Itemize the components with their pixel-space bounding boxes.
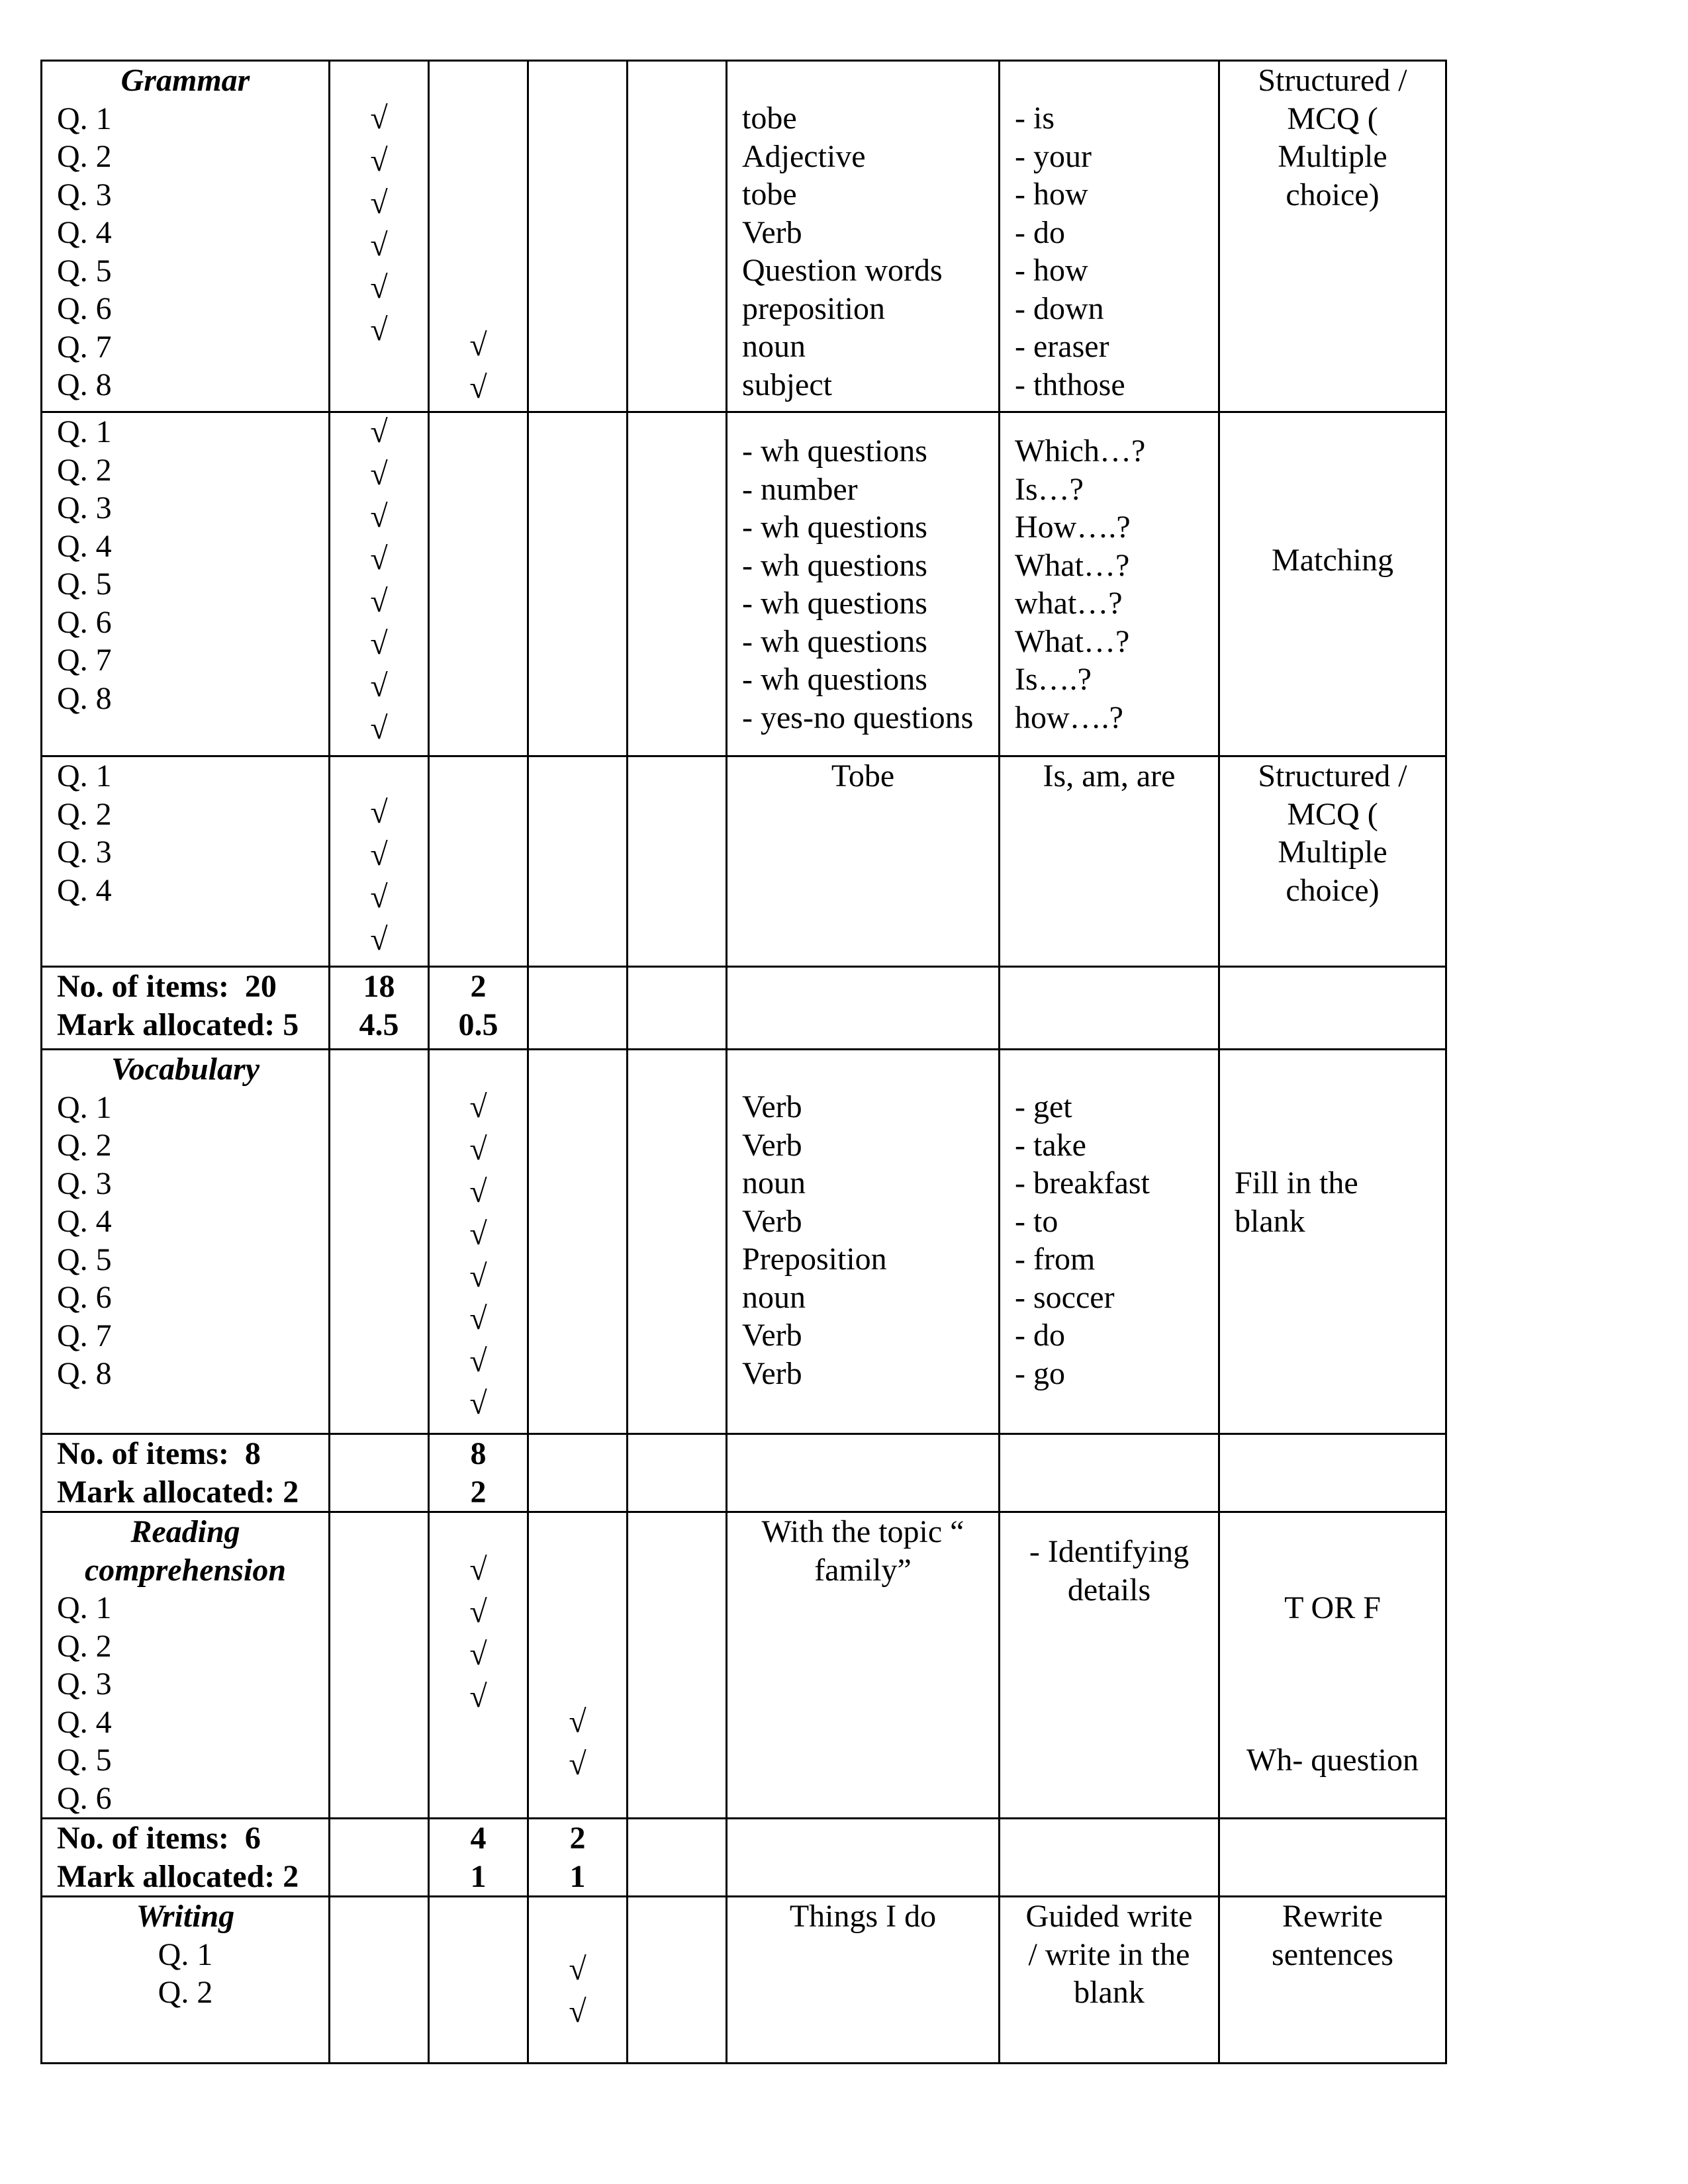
answer-cell bbox=[1000, 1050, 1219, 1434]
check-mark: √ bbox=[469, 1637, 487, 1672]
answer-cell bbox=[1000, 756, 1219, 967]
level1-items: 18 bbox=[363, 969, 395, 1004]
topic-text: tobe bbox=[742, 177, 797, 212]
question-label: Q. 1 bbox=[57, 1089, 112, 1125]
check-mark: √ bbox=[370, 185, 388, 220]
check-mark: √ bbox=[569, 1747, 586, 1782]
topic-cell bbox=[727, 1512, 1000, 1819]
level3-check-cell bbox=[528, 756, 628, 967]
answer-text: Is…? bbox=[1015, 471, 1084, 507]
level4-check-cell bbox=[628, 412, 727, 756]
grammar-part1-row bbox=[42, 61, 1446, 412]
level2-check-cell bbox=[429, 1512, 528, 1819]
exam-specification-table bbox=[40, 60, 1447, 2064]
answer-text: - from bbox=[1015, 1242, 1096, 1277]
check-mark: √ bbox=[469, 1259, 487, 1294]
topic-cell bbox=[727, 412, 1000, 756]
level2-items: 4 bbox=[470, 1821, 487, 1856]
topic-text: Verb bbox=[742, 214, 802, 250]
topic-text: Preposition bbox=[742, 1242, 887, 1277]
answer-text: What…? bbox=[1015, 547, 1130, 583]
grammar-question-cell bbox=[42, 412, 330, 756]
answer-text: - how bbox=[1015, 253, 1088, 288]
empty-cell bbox=[1219, 1819, 1446, 1897]
question-label: Q. 6 bbox=[57, 1780, 112, 1816]
answer-text: Is, am, are bbox=[1043, 758, 1176, 794]
question-label: Q. 8 bbox=[57, 367, 112, 402]
level4-check-cell bbox=[628, 1897, 727, 2064]
answer-text: Which…? bbox=[1015, 433, 1146, 469]
level2-check-cell bbox=[429, 61, 528, 412]
topic-text: - wh questions bbox=[742, 623, 927, 659]
topic-text: - wh questions bbox=[742, 547, 927, 583]
topic-cell bbox=[727, 1897, 1000, 2064]
grammar-summary-row bbox=[42, 967, 1446, 1050]
empty-cell bbox=[330, 1434, 429, 1512]
answer-text: what…? bbox=[1015, 586, 1123, 621]
check-mark: √ bbox=[370, 101, 388, 136]
level1-marks: 4.5 bbox=[359, 1007, 399, 1042]
level3-check-cell bbox=[528, 1050, 628, 1434]
question-label: Q. 4 bbox=[57, 528, 112, 564]
question-label: Q. 4 bbox=[57, 872, 112, 908]
answer-text: - take bbox=[1015, 1127, 1086, 1163]
empty-cell bbox=[1000, 1819, 1219, 1897]
answer-text: - Identifying details bbox=[1029, 1534, 1190, 1608]
format-text: Rewrite sentences bbox=[1272, 1899, 1393, 1972]
check-mark: √ bbox=[469, 1132, 487, 1167]
check-mark: √ bbox=[370, 584, 388, 619]
answer-text: - to bbox=[1015, 1203, 1058, 1239]
check-mark: √ bbox=[469, 1552, 487, 1587]
level2-items: 8 bbox=[470, 1436, 487, 1471]
question-label: Q. 1 bbox=[57, 414, 112, 449]
level2-items: 2 bbox=[470, 969, 487, 1004]
summary-label-cell bbox=[42, 967, 330, 1050]
question-label: Q. 2 bbox=[57, 139, 112, 174]
check-mark: √ bbox=[370, 457, 388, 492]
answer-text: - your bbox=[1015, 138, 1092, 174]
topic-text: Verb bbox=[742, 1318, 802, 1353]
format-text-wh: Wh- question bbox=[1246, 1742, 1419, 1778]
empty-cell bbox=[1000, 967, 1219, 1050]
items-count: No. of items: 20 bbox=[57, 969, 277, 1004]
topic-text: - number bbox=[742, 471, 858, 507]
section-title-writing: Writing bbox=[136, 1899, 235, 1934]
answer-cell bbox=[1000, 1897, 1219, 2064]
level2-summary-cell bbox=[429, 1819, 528, 1897]
level3-marks: 1 bbox=[569, 1858, 586, 1894]
empty-cell bbox=[528, 967, 628, 1050]
topic-text: noun bbox=[742, 1279, 806, 1315]
answer-text: - go bbox=[1015, 1355, 1065, 1391]
answer-cell bbox=[1000, 1512, 1219, 1819]
marks-allocated: Mark allocated: 2 bbox=[57, 1858, 299, 1894]
question-label: Q. 3 bbox=[57, 1666, 112, 1702]
question-label: Q. 7 bbox=[57, 1318, 112, 1353]
answer-cell bbox=[1000, 61, 1219, 412]
empty-cell bbox=[330, 1819, 429, 1897]
level4-check-cell bbox=[628, 1512, 727, 1819]
question-label: Q. 6 bbox=[57, 1280, 112, 1315]
topic-text: - wh questions bbox=[742, 586, 927, 621]
question-label: Q. 3 bbox=[57, 1165, 112, 1201]
level2-check-cell bbox=[429, 756, 528, 967]
level2-check-cell bbox=[429, 1897, 528, 2064]
topic-text: - wh questions bbox=[742, 662, 927, 697]
question-label: Q. 4 bbox=[57, 215, 112, 250]
topic-cell bbox=[727, 756, 1000, 967]
question-label: Q. 8 bbox=[57, 680, 112, 716]
level1-check-cell bbox=[330, 61, 429, 412]
question-label: Q. 2 bbox=[158, 1975, 213, 2010]
section-title-grammar: Grammar bbox=[120, 63, 250, 98]
question-label: Q. 6 bbox=[57, 604, 112, 640]
empty-cell bbox=[727, 1434, 1000, 1512]
answer-text: Is….? bbox=[1015, 662, 1092, 697]
question-label: Q. 5 bbox=[57, 253, 112, 289]
answer-text: - eraser bbox=[1015, 329, 1109, 364]
empty-cell bbox=[628, 967, 727, 1050]
topic-text: Verb bbox=[742, 1127, 802, 1163]
check-mark: √ bbox=[370, 880, 388, 915]
level3-summary-cell bbox=[528, 1819, 628, 1897]
check-mark: √ bbox=[370, 626, 388, 661]
answer-text: - breakfast bbox=[1015, 1165, 1150, 1201]
check-mark: √ bbox=[370, 414, 388, 449]
question-label: Q. 5 bbox=[57, 1242, 112, 1277]
topic-text: preposition bbox=[742, 291, 885, 326]
answer-text: - get bbox=[1015, 1089, 1072, 1124]
topic-cell bbox=[727, 61, 1000, 412]
format-text: Fill in the blank bbox=[1235, 1165, 1358, 1239]
topic-text: Adjective bbox=[742, 138, 866, 174]
grammar-question-cell bbox=[42, 756, 330, 967]
answer-text: Guided write / write in the blank bbox=[1025, 1899, 1193, 2010]
format-cell bbox=[1219, 61, 1446, 412]
format-cell bbox=[1219, 756, 1446, 967]
question-label: Q. 2 bbox=[57, 1128, 112, 1163]
question-label: Q. 1 bbox=[57, 1590, 112, 1625]
question-label: Q. 3 bbox=[57, 835, 112, 870]
check-mark: √ bbox=[469, 1679, 487, 1714]
check-mark: √ bbox=[370, 837, 388, 872]
answer-text: - soccer bbox=[1015, 1279, 1115, 1315]
level1-summary-cell bbox=[330, 967, 429, 1050]
format-cell bbox=[1219, 1897, 1446, 2064]
question-label: Q. 6 bbox=[57, 291, 112, 326]
check-mark: √ bbox=[370, 711, 388, 746]
answer-cell bbox=[1000, 412, 1219, 756]
reading-question-cell bbox=[42, 1512, 330, 1819]
question-label: Q. 1 bbox=[158, 1936, 213, 1972]
vocabulary-summary-row bbox=[42, 1434, 1446, 1512]
level4-check-cell bbox=[628, 1050, 727, 1434]
level1-check-cell bbox=[330, 1512, 429, 1819]
grammar-question-cell bbox=[42, 61, 330, 412]
check-mark: √ bbox=[569, 1704, 586, 1739]
level4-check-cell bbox=[628, 756, 727, 967]
check-mark: √ bbox=[469, 1386, 487, 1421]
check-mark: √ bbox=[370, 795, 388, 830]
topic-text: - yes-no questions bbox=[742, 700, 974, 735]
level2-marks: 1 bbox=[470, 1858, 487, 1894]
topic-text: - wh questions bbox=[742, 433, 927, 469]
answer-text: - ththose bbox=[1015, 367, 1125, 402]
topic-text: - wh questions bbox=[742, 510, 927, 545]
marks-allocated: Mark allocated: 2 bbox=[57, 1474, 299, 1510]
answer-text: how….? bbox=[1015, 700, 1123, 735]
question-label: Q. 5 bbox=[57, 567, 112, 602]
topic-text: Verb bbox=[742, 1355, 802, 1391]
question-label: Q. 4 bbox=[57, 1204, 112, 1239]
marks-allocated: Mark allocated: 5 bbox=[57, 1007, 299, 1042]
question-label: Q. 3 bbox=[57, 490, 112, 525]
section-title-reading: Reading comprehension bbox=[84, 1514, 287, 1588]
level3-check-cell bbox=[528, 1897, 628, 2064]
empty-cell bbox=[727, 1819, 1000, 1897]
level2-check-cell bbox=[429, 412, 528, 756]
level4-check-cell bbox=[628, 61, 727, 412]
format-text: Structured / MCQ ( Multiple choice) bbox=[1258, 63, 1407, 212]
topic-text: Verb bbox=[742, 1203, 802, 1239]
level1-check-cell bbox=[330, 412, 429, 756]
topic-text: tobe bbox=[742, 101, 797, 136]
check-mark: √ bbox=[469, 1216, 487, 1251]
check-mark: √ bbox=[370, 541, 388, 576]
question-label: Q. 1 bbox=[57, 101, 112, 136]
check-mark: √ bbox=[370, 668, 388, 704]
topic-cell bbox=[727, 1050, 1000, 1434]
level2-summary-cell bbox=[429, 967, 528, 1050]
empty-cell bbox=[1219, 1434, 1446, 1512]
check-mark: √ bbox=[569, 1952, 586, 1987]
level3-check-cell bbox=[528, 61, 628, 412]
question-label: Q. 4 bbox=[57, 1704, 112, 1740]
check-mark: √ bbox=[469, 1089, 487, 1124]
empty-cell bbox=[628, 1819, 727, 1897]
vocabulary-row bbox=[42, 1050, 1446, 1434]
summary-label-cell bbox=[42, 1819, 330, 1897]
check-mark: √ bbox=[469, 1301, 487, 1336]
writing-row bbox=[42, 1897, 1446, 2064]
grammar-part2-row bbox=[42, 412, 1446, 756]
answer-text: How….? bbox=[1015, 510, 1131, 545]
topic-text: noun bbox=[742, 1165, 806, 1201]
question-label: Q. 7 bbox=[57, 643, 112, 678]
items-count: No. of items: 6 bbox=[57, 1821, 261, 1856]
writing-question-cell bbox=[42, 1897, 330, 2064]
format-cell bbox=[1219, 1512, 1446, 1819]
answer-text: - is bbox=[1015, 101, 1055, 136]
topic-text: subject bbox=[742, 367, 832, 402]
level3-check-cell bbox=[528, 1512, 628, 1819]
answer-text: - do bbox=[1015, 214, 1065, 250]
question-label: Q. 2 bbox=[57, 796, 112, 832]
section-title-vocabulary: Vocabulary bbox=[111, 1052, 259, 1087]
topic-text: With the topic “ family” bbox=[761, 1514, 964, 1588]
level2-marks: 2 bbox=[470, 1474, 487, 1510]
summary-label-cell bbox=[42, 1434, 330, 1512]
question-label: Q. 7 bbox=[57, 329, 112, 365]
empty-cell bbox=[1000, 1434, 1219, 1512]
check-mark: √ bbox=[469, 328, 487, 363]
question-label: Q. 2 bbox=[57, 452, 112, 488]
check-mark: √ bbox=[370, 312, 388, 347]
question-label: Q. 2 bbox=[57, 1628, 112, 1664]
question-label: Q. 8 bbox=[57, 1356, 112, 1391]
answer-text: - down bbox=[1015, 291, 1104, 326]
level2-check-cell bbox=[429, 1050, 528, 1434]
check-mark: √ bbox=[569, 1994, 586, 2029]
question-label: Q. 3 bbox=[57, 177, 112, 212]
check-mark: √ bbox=[370, 143, 388, 178]
empty-cell bbox=[1219, 967, 1446, 1050]
empty-cell bbox=[628, 1434, 727, 1512]
topic-text: Things I do bbox=[789, 1899, 937, 1934]
empty-cell bbox=[727, 967, 1000, 1050]
level1-check-cell bbox=[330, 1050, 429, 1434]
answer-text: - do bbox=[1015, 1318, 1065, 1353]
question-label: Q. 1 bbox=[57, 758, 112, 794]
level3-check-cell bbox=[528, 412, 628, 756]
level1-check-cell bbox=[330, 756, 429, 967]
empty-cell bbox=[528, 1434, 628, 1512]
reading-row bbox=[42, 1512, 1446, 1819]
topic-text: Question words bbox=[742, 253, 943, 288]
level3-items: 2 bbox=[569, 1821, 586, 1856]
check-mark: √ bbox=[469, 370, 487, 405]
vocabulary-question-cell bbox=[42, 1050, 330, 1434]
check-mark: √ bbox=[469, 1594, 487, 1629]
question-label: Q. 5 bbox=[57, 1743, 112, 1778]
check-mark: √ bbox=[370, 270, 388, 305]
format-text: Matching bbox=[1272, 543, 1393, 578]
items-count: No. of items: 8 bbox=[57, 1436, 261, 1471]
check-mark: √ bbox=[370, 499, 388, 534]
level2-summary-cell bbox=[429, 1434, 528, 1512]
grammar-part3-row bbox=[42, 756, 1446, 967]
format-cell bbox=[1219, 412, 1446, 756]
answer-text: - how bbox=[1015, 177, 1088, 212]
answer-text: What…? bbox=[1015, 623, 1130, 659]
topic-text: Tobe bbox=[831, 758, 895, 794]
check-mark: √ bbox=[469, 1343, 487, 1379]
format-cell bbox=[1219, 1050, 1446, 1434]
level2-marks: 0.5 bbox=[458, 1007, 498, 1042]
level1-check-cell bbox=[330, 1897, 429, 2064]
format-text-tf: T OR F bbox=[1284, 1590, 1381, 1625]
topic-text: noun bbox=[742, 329, 806, 364]
reading-summary-row bbox=[42, 1819, 1446, 1897]
check-mark: √ bbox=[469, 1174, 487, 1209]
check-mark: √ bbox=[370, 228, 388, 263]
format-text: Structured / MCQ ( Multiple choice) bbox=[1258, 758, 1407, 908]
topic-text: Verb bbox=[742, 1089, 802, 1124]
check-mark: √ bbox=[370, 922, 388, 957]
